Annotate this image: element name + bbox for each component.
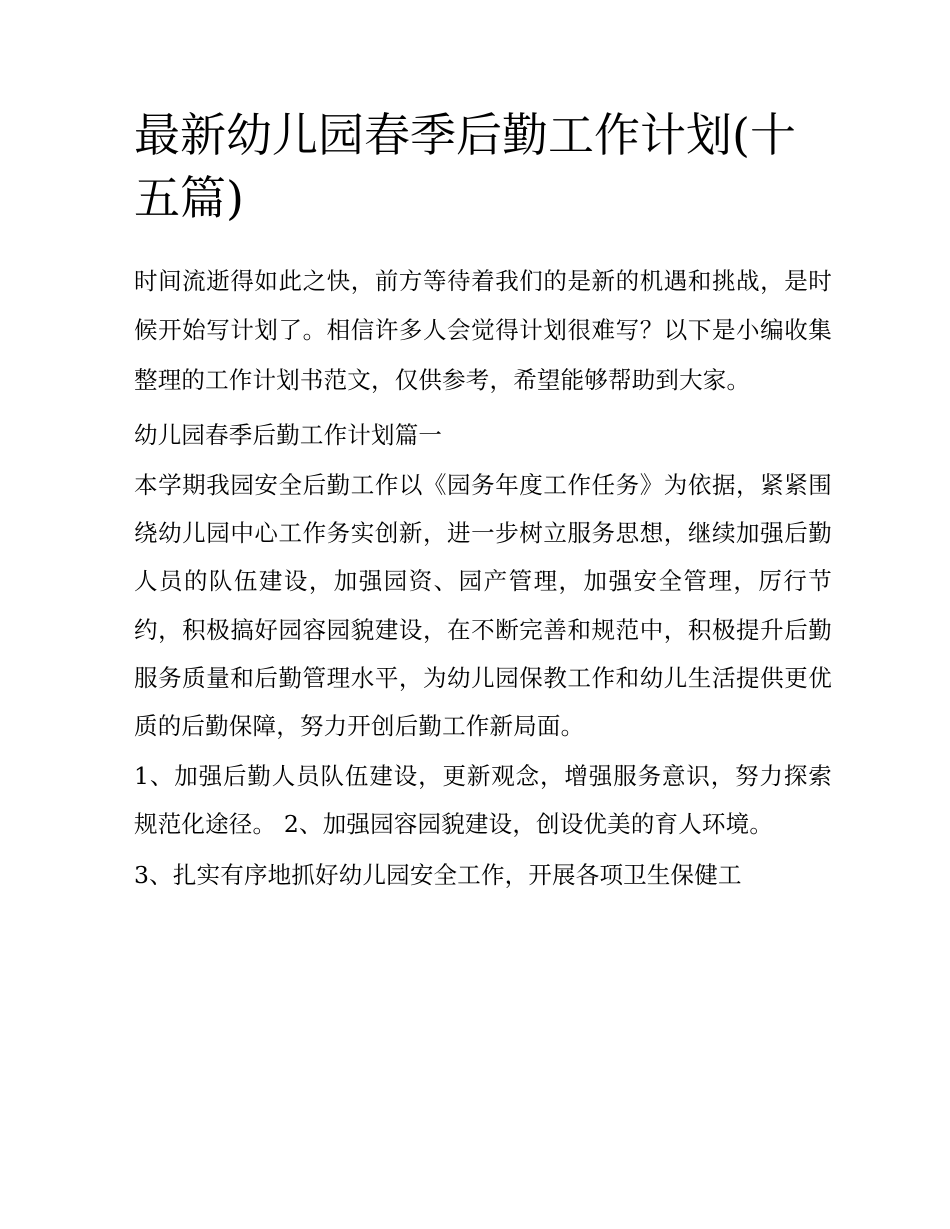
paragraph-body-1: 本学期我园安全后勤工作以《园务年度工作任务》为依据，紧紧围绕幼儿园中心工作务实创新，进一步树立服务思想，继续加强后勤人员的队伍建设，加强园资、园产管理，加强安全管理，厉行节约，积极搞好园容园貌建设，在不断完善和规范中，积极提升后勤服务质量和后勤管理水平，为幼儿园保教工作和幼儿生活提供更优质的后勤保障，努力开创后勤工作新局面。 [134, 471, 832, 740]
page-title: 最新幼儿园春季后勤工作计划(十五篇) [134, 108, 796, 226]
paragraph-body-3: 3、扎实有序地抓好幼儿园安全工作，开展各项卫生保健工 [134, 860, 742, 889]
paragraph-body-2: 1、加强后勤人员队伍建设，更新观念，增强服务意识，努力探索规范化途径。 2、加强园容园貌建设，创设优美的育人环境。 [134, 762, 832, 839]
paragraph-intro: 时间流逝得如此之快，前方等待着我们的是新的机遇和挑战，是时候开始写计划了。相信许多人会觉得计划很难写？以下是小编收集整理的工作计划书范文，仅供参考，希望能够帮助到大家。 [134, 266, 832, 394]
paragraph-section-heading: 幼儿园春季后勤工作计划篇一 [134, 420, 443, 449]
